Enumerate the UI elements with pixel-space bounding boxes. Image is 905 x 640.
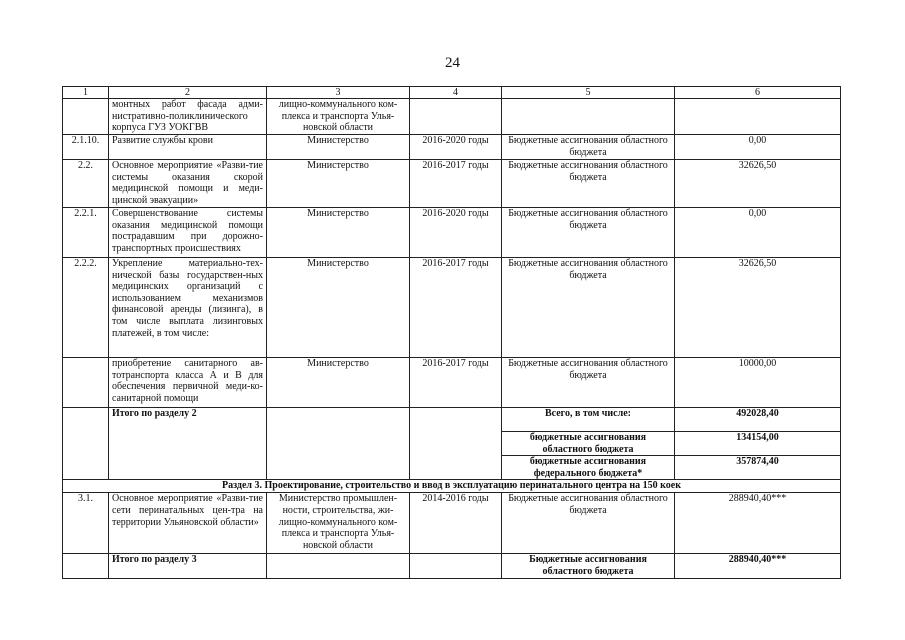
- period: 2016-2017 годы: [410, 358, 502, 408]
- column-number: 1: [63, 87, 109, 99]
- funding-source: Бюджетные ассигнования областного бюджета: [502, 135, 675, 160]
- amount: 134154,00: [675, 432, 841, 456]
- amount: [675, 99, 841, 135]
- column-number: 4: [410, 87, 502, 99]
- funding-source: бюджетные ассигнования областного бюджета: [502, 432, 675, 456]
- column-number: 3: [267, 87, 410, 99]
- column-number: 6: [675, 87, 841, 99]
- measure-name: Развитие службы крови: [109, 135, 267, 160]
- funding-source: [502, 99, 675, 135]
- executor: Министерство промышлен-ности, строительства, жи-лищно-коммунального ком-плекса и транспорта Улья-новской области: [267, 493, 410, 554]
- total-row: [63, 554, 841, 578]
- total-row: [63, 408, 841, 432]
- funding-source: бюджетные ассигнования федерального бюджета*: [502, 456, 675, 480]
- row-number: [63, 358, 109, 408]
- period: 2016-2020 годы: [410, 135, 502, 160]
- amount: 0,00: [675, 208, 841, 258]
- row-number: 2.2.1.: [63, 208, 109, 258]
- table-row: [63, 99, 841, 135]
- executor: Министерство: [267, 358, 410, 408]
- funding-source: Бюджетные ассигнования областного бюджета: [502, 160, 675, 208]
- executor: Министерство: [267, 208, 410, 258]
- amount: 288940,40***: [675, 554, 841, 578]
- table-row: [63, 208, 841, 258]
- funding-source: Бюджетные ассигнования областного бюджета: [502, 493, 675, 554]
- total-label: Итого по разделу 3: [109, 554, 267, 578]
- row-number: 2.1.10.: [63, 135, 109, 160]
- funding-source: Бюджетные ассигнования областного бюджета: [502, 208, 675, 258]
- measure-name: монтных работ фасада адми-нистративно-поликлинического корпуса ГУЗ УОКГВВ: [109, 99, 267, 135]
- measure-name: приобретение санитарного ав-тотранспорта класса А и В для обеспечения первичной меди-ко-санитарной помощи: [109, 358, 267, 408]
- amount: 492028,40: [675, 408, 841, 432]
- period: 2014-2016 годы: [410, 493, 502, 554]
- row-number: 2.2.: [63, 160, 109, 208]
- column-number: 2: [109, 87, 267, 99]
- section-title: Раздел 3. Проектирование, строительство и ввод в эксплуатацию перинатального центра на 150 коек: [63, 480, 841, 493]
- period: 2016-2017 годы: [410, 160, 502, 208]
- amount: 0,00: [675, 135, 841, 160]
- page-number: 24: [445, 55, 460, 71]
- amount: 10000,00: [675, 358, 841, 408]
- section-header-row: [63, 480, 841, 493]
- table-row: [63, 160, 841, 208]
- amount: 357874,40: [675, 456, 841, 480]
- amount: 32626,50: [675, 160, 841, 208]
- measure-name: Основное мероприятие «Разви-тие системы оказания скорой медицинской помощи и меди-цинской эвакуации»: [109, 160, 267, 208]
- executor: Министерство: [267, 160, 410, 208]
- measure-name: Совершенствование системы оказания медицинской помощи пострадавшим при дорожно-транспортных происшествиях: [109, 208, 267, 258]
- table-row: [63, 135, 841, 160]
- funding-source: Бюджетные ассигнования областного бюджета: [502, 258, 675, 358]
- funding-source: Бюджетные ассигнования областного бюджета: [502, 554, 675, 578]
- executor: лищно-коммунального ком-плекса и транспорта Улья-новской области: [267, 99, 410, 135]
- measure-name: Основное мероприятие «Разви-тие сети перинатальных цен-тра на территории Ульяновской области»: [109, 493, 267, 554]
- executor: Министерство: [267, 258, 410, 358]
- funding-source: Бюджетные ассигнования областного бюджета: [502, 358, 675, 408]
- column-number-row: [63, 87, 841, 99]
- measure-name: Укрепление материально-тех-нической базы государствен-ных медицинских организаций с использованием механизмов финансовой аренды (лизинга), в том числе выплата лизинговых платежей, в том числе:: [109, 258, 267, 358]
- table-row: [63, 493, 841, 554]
- executor: Министерство: [267, 135, 410, 160]
- period: 2016-2020 годы: [410, 208, 502, 258]
- budget-table: [62, 86, 841, 579]
- total-label: Итого по разделу 2: [109, 408, 267, 480]
- column-number: 5: [502, 87, 675, 99]
- period: [410, 99, 502, 135]
- table-row: [63, 358, 841, 408]
- funding-source: Всего, в том числе:: [502, 408, 675, 432]
- period: 2016-2017 годы: [410, 258, 502, 358]
- table-row: [63, 258, 841, 358]
- row-number: 2.2.2.: [63, 258, 109, 358]
- row-number: 3.1.: [63, 493, 109, 554]
- amount: 32626,50: [675, 258, 841, 358]
- row-number: [63, 99, 109, 135]
- amount: 288940,40***: [675, 493, 841, 554]
